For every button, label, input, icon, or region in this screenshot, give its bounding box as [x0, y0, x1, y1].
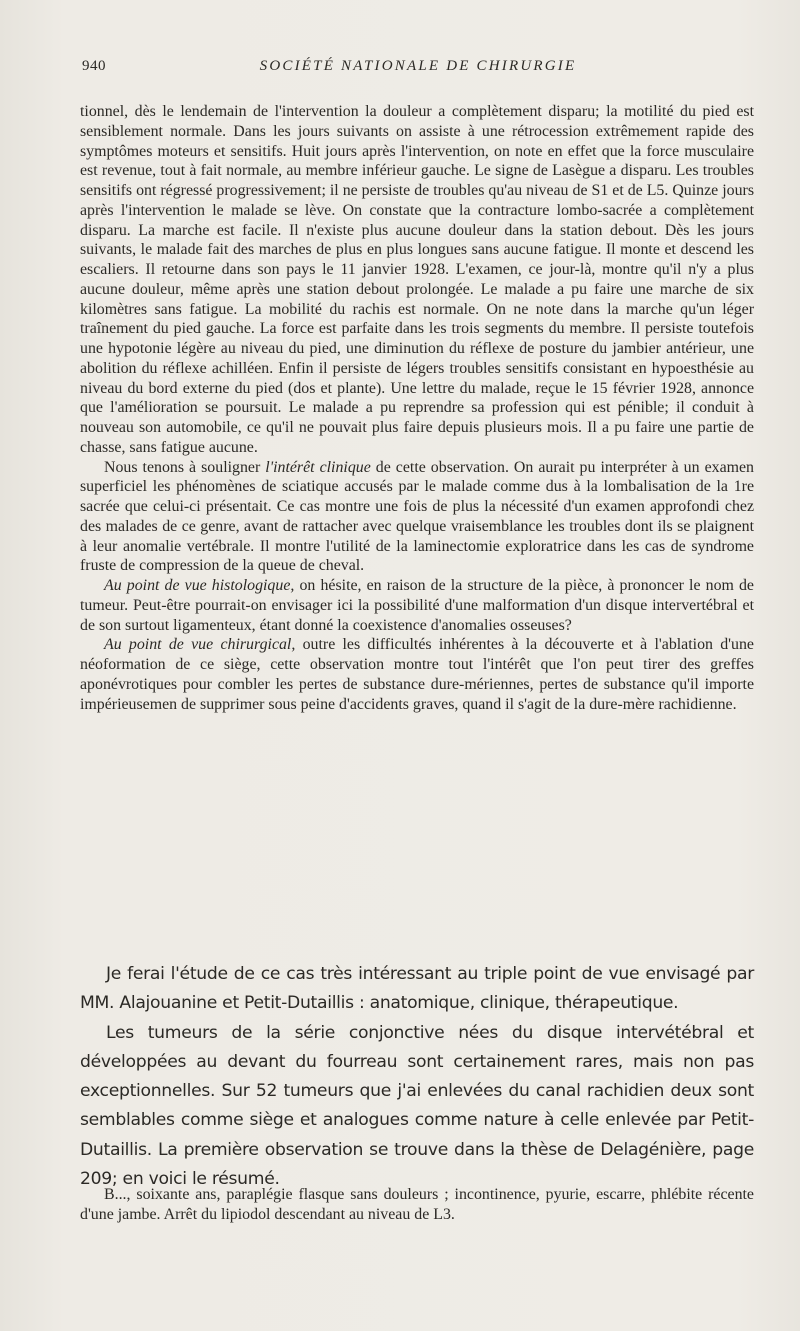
text-run: de cette observation. On aurait pu interpréter à un examen superficiel les phénomènes de sciatique accusés par le malade comme dus à la lombalisation de la 1re sacrée que celui-ci présentait. Ce cas montre une fois de plus la nécessité d'un examen approfondi chez des malades de ce genre, avant de rattacher avec quelque vraisemblance les troubles dont ils se plaignent à leur anomalie vertébrale. Il montre l'utilité de la laminectomie exploratrice dans les cas de syndrome fruste de compression de la queue de cheval. [80, 458, 754, 575]
running-title: SOCIÉTÉ NATIONALE DE CHIRURGIE [259, 58, 577, 74]
case-summary-text [80, 1185, 754, 1225]
paragraph: Les tumeurs de la série conjonctive nées du disque intervétébral et développées au devant du fourreau sont certainement rares, mais non pas exceptionnelles. Sur 52 tumeurs que j'ai enlevées du canal rachidien deux sont semblables comme siège et analogues comme nature à celle enlevée par Petit-Dutaillis. La première observation se trouve dans la thèse de Delagénière, page 209; en voici le résumé. [80, 1022, 754, 1190]
italic-phrase: l'intérêt clinique [265, 458, 371, 476]
page-header [82, 58, 754, 80]
italic-phrase: Au point de vue histologique, [104, 577, 295, 594]
paragraph [80, 458, 754, 577]
italic-phrase: Au point de vue chirurgical, [104, 636, 296, 654]
text-run: Nous tenons à souligner [104, 458, 266, 476]
paragraph [80, 576, 754, 635]
discussion-text [80, 960, 754, 1194]
text-run: on hésite, en raison de la structure de la pièce, à prononcer le nom de tumeur. Peut-être pourrait-on envisager ici la possibilité d'une malformation d'un disque intervertébral et de son surtout ligamenteux, étant donné la coexistence d'anomalies osseuses? [80, 577, 754, 634]
paragraph [80, 635, 754, 714]
observation-text [80, 102, 754, 714]
paragraph: Je ferai l'étude de ce cas très intéressant au triple point de vue envisagé par MM. Alajouanine et Petit-Dutaillis : anatomique, clinique, thérapeutique. [80, 964, 754, 1014]
paragraph: tionnel, dès le lendemain de l'intervention la douleur a complètement disparu; la motilité du pied est sensiblement normale. Dans les jours suivants on assiste à une rétrocession extrêmement rapide des symptômes moteurs et sensitifs. Huit jours après l'intervention, on note en effet que la force musculaire est revenue, tout à fait normale, au membre inférieur gauche. Le signe de Lasègue a disparu. Les troubles sensitifs ont régressé progressivement; il ne persiste de troubles qu'au niveau de S1 et de L5. Quinze jours après l'intervention le malade se lève. On constate que la contracture lombo-sacrée a complètement disparu. La marche est facile. Il n'existe plus aucune douleur dans la station debout. Dès les jours suivants, le malade fait des marches de plus en plus longues sans aucune fatigue. Il monte et descend les escaliers. Il retourne dans son pays le 11 janvier 1928. L'examen, ce jour-là, montre qu'il n'y a plus aucune douleur, même après une station debout prolongée. Le malade a pu faire une marche de six kilomètres sans fatigue. La mobilité du rachis est normale. On ne note dans la marche qu'un léger traînement du pied gauche. La force est parfaite dans les trois segments du membre. Il persiste toutefois une hypotonie légère au niveau du pied, une diminution du réflexe de posture du jambier antérieur, une abolition du réflexe achilléen. Enfin il persiste de légers troubles sensitifs consistant en hypoesthésie au niveau du bord externe du pied (dos et plante). Une lettre du malade, reçue le 15 février 1928, annonce que l'amélioration se poursuit. Le malade a pu reprendre sa profession qui est pénible; il conduit à nouveau son automobile, ce qu'il ne pouvait plus faire depuis plusieurs mois. Il a pu faire une partie de chasse, sans fatigue aucune. [80, 103, 754, 456]
paragraph: B..., soixante ans, paraplégie flasque sans douleurs ; incontinence, pyurie, escarre, phlébite récente d'une jambe. Arrêt du lipiodol descendant au niveau de L3. [80, 1186, 754, 1223]
page-number: 940 [82, 58, 106, 74]
text-run: outre les difficultés inhérentes à la découverte et à l'ablation d'une néoformation de ce siège, cette observation montre tout l'intérêt que l'on peut tirer des greffes aponévrotiques pour combler les pertes de substance dure-mériennes, pertes de substance qu'il importe impérieusemen de supprimer sous peine d'accidents graves, quand il s'agit de la dure-mère rachidienne. [80, 636, 754, 713]
